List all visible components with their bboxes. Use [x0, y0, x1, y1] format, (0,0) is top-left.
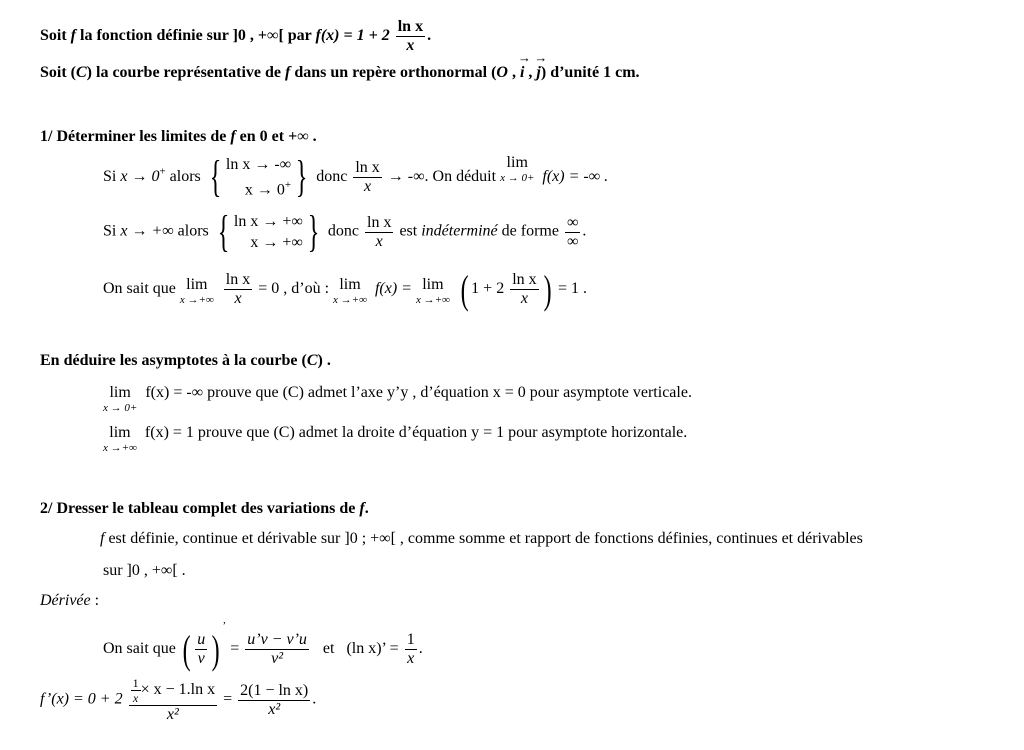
- text: On sait que: [103, 280, 176, 298]
- text: :: [90, 592, 100, 609]
- system-row: x → +∞: [250, 234, 303, 251]
- left-brace: {: [217, 207, 230, 256]
- limit-operator: [416, 276, 450, 306]
- intro-domain-text: la fonction définie sur ]0 , +∞[ par: [80, 27, 312, 45]
- left-paren: (: [182, 626, 191, 672]
- text: =: [223, 690, 233, 708]
- fraction-denominator: x: [406, 37, 415, 54]
- fraction-numerator: ln x: [397, 18, 424, 35]
- intro-text: ) d’unité 1 cm.: [540, 64, 640, 81]
- function-definition: f(x) = 1 + 2: [315, 27, 390, 45]
- fraction: [510, 271, 538, 308]
- lim-text: lim: [109, 384, 131, 401]
- fraction-numerator: ln x: [367, 213, 392, 231]
- text: On sait que: [103, 640, 176, 657]
- domain-paragraph-line-1: [100, 530, 863, 548]
- question-1-title: [40, 128, 317, 146]
- system-row: x → 0+: [244, 179, 292, 199]
- limit-operator: [103, 384, 137, 414]
- function-symbol: f: [359, 500, 365, 517]
- lim-text: lim: [422, 276, 444, 293]
- lim-subscript: x →+∞: [179, 294, 214, 306]
- limit-result: f(x) = -∞ .: [542, 167, 609, 185]
- quotient-rule-fraction: [245, 631, 309, 668]
- section-title: ) .: [317, 352, 331, 369]
- derivative-rules-line: On sait que ( $\frac{u}{v}$ )’ = $\frac{u’v - v’u}{\text{v²}}$ et (ln x)’ = $\frac{1}{x}$ .: [103, 620, 423, 672]
- asymptotes-title: [40, 352, 331, 370]
- intro-text: ) la courbe représentative de: [86, 64, 281, 81]
- limit-zero-line: Si x → 0+ alors { ln x → -∞ x → 0+ } donc $\frac{\text{ln x}}{x}$ → -∞. On déduit lim x → 0+ f(x) = -∞ .: [103, 152, 609, 202]
- curve-symbol: C: [76, 64, 87, 81]
- text: 1 + 2: [471, 280, 505, 298]
- vector-i: → i: [520, 64, 524, 82]
- text: → -∞. On déduit: [387, 167, 497, 185]
- function-symbol: f: [285, 64, 291, 81]
- fraction: [224, 271, 252, 308]
- emphasis-text: indéterminé: [421, 222, 498, 240]
- lim-text: lim: [506, 154, 528, 171]
- condition: x → +∞: [120, 222, 174, 240]
- intro-line-2: Soit (C) la courbe représentative de f dans un repère orthonormal (O , → i , → j) d’unité 1 cm.: [40, 64, 640, 82]
- limit-system: [234, 211, 303, 253]
- fraction-numerator: u’v − v’u: [247, 630, 307, 648]
- intro-text: dans un repère orthonormal (: [294, 64, 497, 81]
- intro-text: Soit: [40, 27, 67, 45]
- text: est: [399, 222, 418, 240]
- question-title-text: 2/ Dresser le tableau complet des variations de: [40, 500, 356, 517]
- text: = 0 , d’où :: [258, 280, 330, 298]
- origin-symbol: O: [496, 64, 508, 81]
- question-2-title: [40, 500, 369, 518]
- condition: x → 0: [120, 167, 160, 185]
- text: de forme: [501, 222, 559, 240]
- text: (ln x)’ =: [346, 640, 399, 657]
- question-title-text: en 0 et +∞ .: [239, 128, 317, 145]
- right-brace: }: [307, 207, 320, 256]
- fraction-denominator: v: [197, 649, 205, 667]
- vertical-asymptote-line: [103, 384, 692, 414]
- limit-operator: [103, 424, 137, 454]
- fraction-numerator: ∞: [566, 213, 579, 231]
- derivative-label: Dérivée: [40, 592, 91, 609]
- asymptote-statement: f(x) = -∞ prouve que (C) admet l’axe y’y , d’équation x = 0 pour asymptote verticale.: [145, 384, 692, 401]
- lim-subscript: x →+∞: [333, 294, 367, 306]
- fraction-denominator: x: [364, 177, 372, 195]
- limit-operator: [333, 276, 367, 306]
- question-title-text: 1/ Déterminer les limites de: [40, 128, 227, 145]
- fraction-numerator: ln x: [225, 271, 251, 288]
- lim-subscript: x →+∞: [415, 294, 450, 306]
- intro-line-1: Soit f la fonction définie sur ]0 , +∞[ par f(x) = 1 + 2 $\frac{\text{ln x}}{x}$ .: [40, 18, 432, 54]
- asymptote-statement: f(x) = 1 prouve que (C) admet la droite d’équation y = 1 pour asymptote horizontale.: [144, 424, 688, 441]
- numerator-text: × x − 1.ln x: [140, 681, 216, 699]
- system-row: ln x → +∞: [233, 213, 303, 230]
- fraction-numerator: ln x: [512, 271, 537, 288]
- lim-subscript: x →+∞: [103, 442, 137, 454]
- horizontal-asymptote-line: [103, 424, 687, 454]
- function-symbol: f: [230, 128, 236, 145]
- function-symbol: f: [100, 530, 105, 547]
- fraction-one-over-x: [405, 631, 417, 668]
- fraction-numerator: u: [197, 630, 206, 648]
- fraction-numerator: ln x: [355, 158, 380, 176]
- text: f’(x) = 0 + 2: [40, 690, 123, 708]
- limit-conclusion-line: [103, 266, 587, 313]
- left-brace: {: [209, 152, 222, 202]
- intro-text: Soit (: [40, 64, 76, 81]
- limit-system: [226, 154, 291, 200]
- fraction-denominator: x: [375, 232, 383, 250]
- fraction-numerator: 2(1 − ln x): [240, 681, 309, 699]
- curve-symbol: C: [306, 352, 318, 369]
- left-paren: (: [460, 267, 469, 312]
- fraction-denominator: x: [132, 691, 139, 705]
- limit-infinity-line: Si x → +∞ alors { ln x → +∞ x → +∞ } donc $\frac{\text{ln x}}{x}$ est indéterminé de forme $\frac{\infty}{\infty}$ .: [103, 207, 587, 256]
- fraction-one-over-x: [131, 676, 141, 705]
- vector-j: → j: [536, 64, 540, 82]
- text: Si: [103, 167, 117, 185]
- text: alors: [177, 222, 209, 240]
- fraction-numerator: [129, 676, 218, 706]
- derivative-heading: [40, 592, 99, 610]
- fraction: [353, 159, 381, 196]
- fraction-denominator: x: [234, 290, 242, 307]
- fraction-numerator: 1: [132, 676, 139, 690]
- text: Si: [103, 222, 117, 240]
- lim-text: lim: [186, 276, 208, 293]
- fraction-denominator: v²: [271, 649, 284, 667]
- infinity-fraction: [565, 214, 580, 251]
- fraction-denominator: x²: [166, 706, 179, 723]
- fraction-denominator: x: [407, 649, 415, 667]
- fraction-denominator: x²: [268, 700, 281, 718]
- paragraph-text: sur ]0 , +∞[ .: [103, 562, 186, 579]
- domain-paragraph-line-2: [103, 562, 186, 580]
- text: f(x) =: [374, 280, 412, 298]
- right-paren: ): [543, 267, 552, 312]
- limit-operator: [500, 154, 534, 184]
- text: alors: [169, 167, 201, 185]
- question-title-text: .: [364, 500, 369, 517]
- simplified-fraction: [238, 682, 310, 719]
- fraction-lnx-over-x: [396, 18, 425, 55]
- fraction: [365, 214, 393, 251]
- fraction-numerator: 1: [406, 630, 415, 648]
- paragraph-text: est définie, continue et dérivable sur ]0 ; +∞[ , comme somme et rapport de fonctions définies, continues et dérivables: [108, 530, 863, 547]
- text: donc: [327, 222, 359, 240]
- lim-text: lim: [109, 424, 131, 441]
- lim-subscript: x → 0+: [500, 172, 535, 184]
- text: donc: [316, 167, 348, 185]
- right-brace: }: [295, 152, 308, 202]
- system-row: ln x → -∞: [225, 156, 292, 173]
- limit-operator: [180, 276, 214, 306]
- derivative-computation-line: f’(x) = 0 + 2 $\frac{1}{x}$ × x − 1.ln x x² = $\frac{\text{2(1 − ln x)}}{\text{x²}}$ .: [40, 676, 317, 723]
- text: et: [322, 640, 335, 657]
- text: = 1 .: [557, 280, 588, 298]
- section-title: En déduire les asymptotes à la courbe (: [40, 352, 307, 369]
- lim-text: lim: [339, 276, 361, 293]
- function-symbol: f: [70, 27, 76, 45]
- derivative-fraction: [129, 676, 218, 724]
- right-paren: ): [211, 626, 220, 672]
- fraction-u-over-v: [195, 631, 207, 668]
- fraction-denominator: x: [520, 290, 528, 307]
- fraction-denominator: ∞: [566, 232, 579, 250]
- lim-subscript: x → 0+: [103, 402, 138, 414]
